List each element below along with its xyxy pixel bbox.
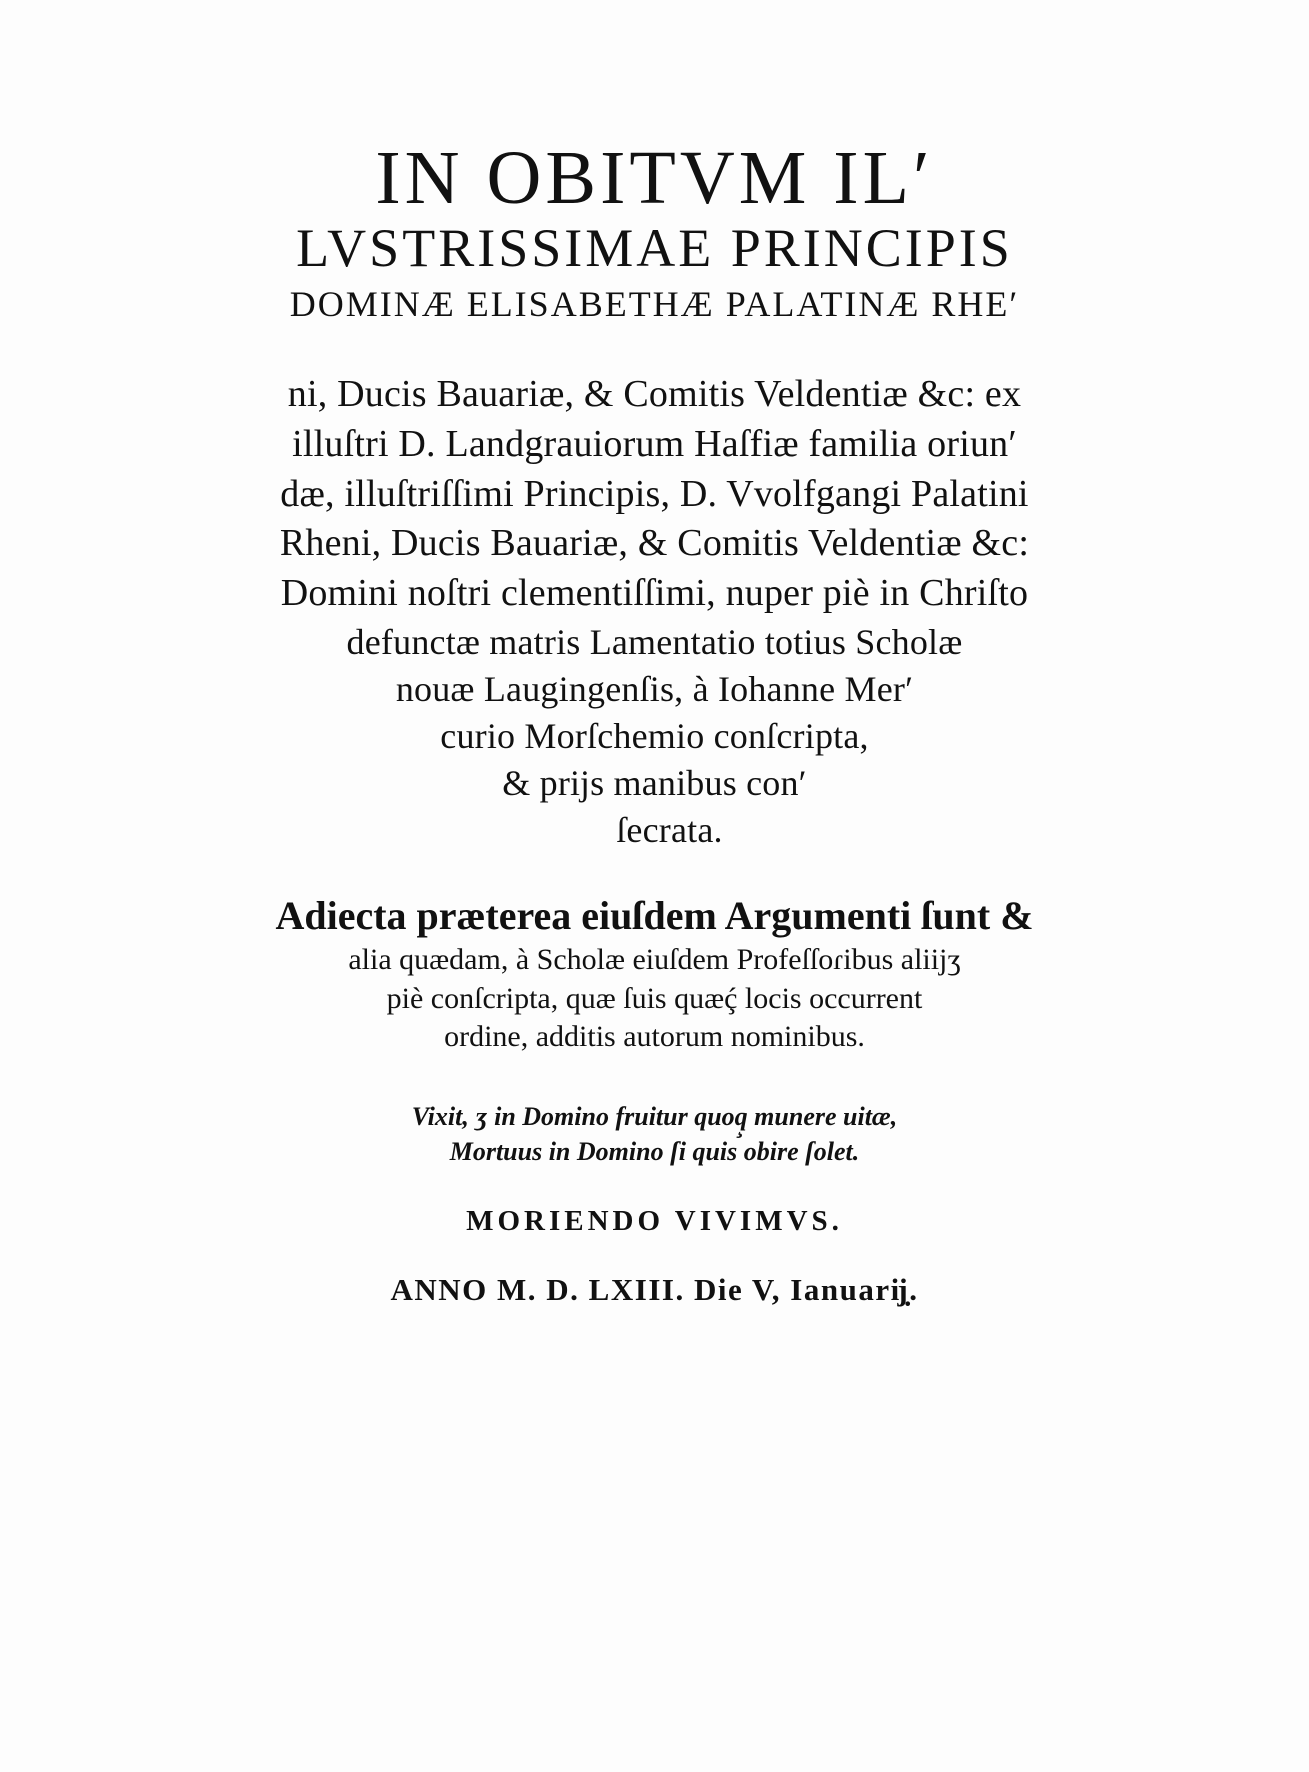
body-line: curio Morſchemio conſcripta, bbox=[440, 716, 869, 757]
adiecta-block bbox=[0, 890, 1309, 1056]
title-line-3: DOMINÆ ELISABETHÆ PALATINÆ RHEʹ bbox=[289, 283, 1020, 324]
adiecta-heading: Adiecta præterea eiuſdem Argumenti ſunt & bbox=[275, 893, 1034, 938]
adiecta-line: ordine, additis autorum nominibus. bbox=[444, 1019, 865, 1053]
body-line: dæ, illuſtriſſimi Principis, D. Vvolfgangi Palatini bbox=[280, 472, 1029, 515]
body-line: ni, Ducis Bauariæ, & Comitis Veldentiæ &c: ex bbox=[287, 373, 1022, 415]
body-line: illuſtri D. Landgrauiorum Haſfiæ familia oriunʹ bbox=[292, 422, 1017, 465]
publication-date: ANNO M. D. LXIII. Die V, Ianuarĳ̣. bbox=[390, 1272, 919, 1307]
verse-line: Vixit, ʒ in Domino fruitur quoq̧ munere uitæ, bbox=[411, 1102, 898, 1131]
adiecta-line: piè conſcripta, quæ ſuis quæḉ locis occurrent bbox=[386, 981, 923, 1015]
verse-line: Mortuus in Domino ſi quis obire ſolet. bbox=[449, 1136, 860, 1166]
motto-block bbox=[0, 1205, 1309, 1238]
body-line: ſecrata. bbox=[616, 810, 723, 851]
body-line: Rheni, Ducis Bauariæ, & Comitis Veldentiæ &c: bbox=[279, 522, 1030, 565]
body-block bbox=[0, 370, 1309, 855]
body-line: Domini noſtri clementiſſimi, nuper piè in Chriſto bbox=[280, 572, 1029, 615]
verse-block bbox=[0, 1100, 1309, 1170]
motto-text: MORIENDO VIVIMVS. bbox=[466, 1205, 843, 1237]
body-line: nouæ Laugingenſis, à Iohanne Merʹ bbox=[395, 668, 914, 709]
title-block bbox=[0, 136, 1309, 327]
body-line: defunctæ matris Lamentatio totius Scholæ bbox=[346, 621, 963, 662]
title-line-1: IN OBITVM ILʹ bbox=[375, 136, 934, 220]
title-line-2: LVSTRISSIMAE PRINCIPIS bbox=[296, 218, 1013, 278]
adiecta-line: alia quædam, à Scholæ eiuſdem Profeſſoɾibus aliĳʒ bbox=[348, 943, 961, 977]
date-block bbox=[0, 1272, 1309, 1308]
body-line: & prĳs manibus conʹ bbox=[502, 763, 807, 804]
